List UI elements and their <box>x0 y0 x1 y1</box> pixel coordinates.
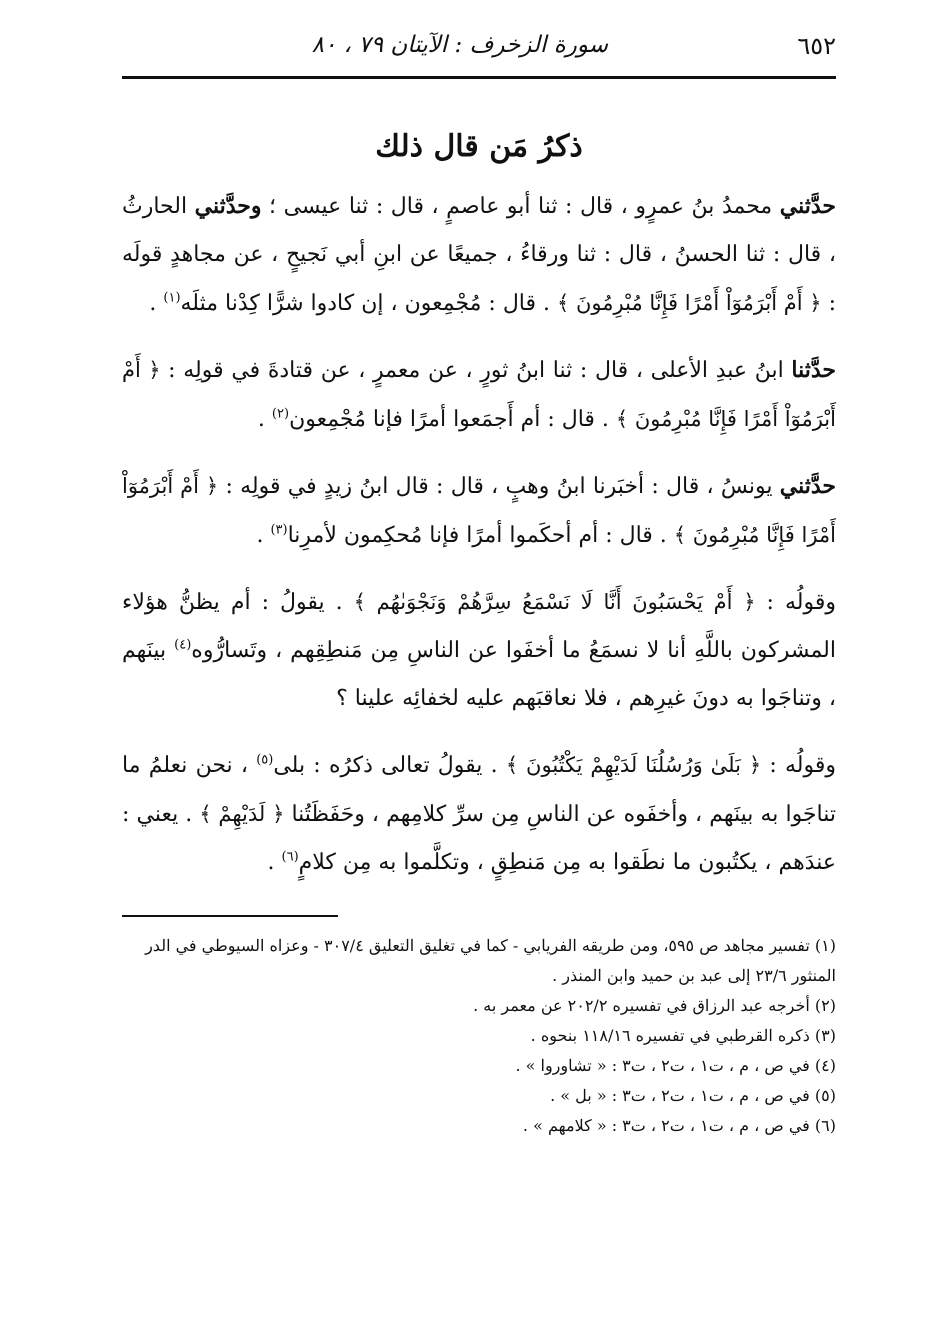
narration-lead: حدَّثنا <box>791 357 836 383</box>
footnote-marker[interactable]: (٣) <box>270 522 288 538</box>
paragraph-text: . <box>256 523 271 548</box>
paragraph-text: . قال : أم أَجمَعوا أمرًا فإنا مُجْمِعون <box>289 407 616 432</box>
section-heading: ذكرُ مَن قال ذلك <box>375 129 583 164</box>
footnote-item: (٢) أخرجه عبد الرزاق في تفسيره ٢٠٢/٢ عن معمر به . <box>473 996 836 1015</box>
narration-lead: حدَّثني <box>779 193 836 219</box>
paragraph-text: وقولُه : <box>761 753 836 778</box>
footnote-marker[interactable]: (١) <box>163 290 181 306</box>
paragraph-text: . <box>149 291 164 316</box>
paragraph-text: . يقولُ : أم يظنُّ هؤلاء المشركون باللَّهِ أنا لا نسمَعُ ما أخفَوا عن الناسِ مِن مَنطِقِهم ، وتَسارُّوه <box>122 590 836 663</box>
running-title: سورة الزخرف : الآيتان ٧٩ ، ٨٠ <box>311 32 608 58</box>
footnote-item: (٤) في ص ، م ، ت١ ، ت٢ ، ت٣ : « تشاوروا » . <box>515 1056 836 1075</box>
quran-verse: ﴿ بَلَىٰ وَرُسُلُنَا لَدَيْهِمْ يَكْتُبُونَ ﴾ <box>505 753 762 777</box>
paragraph-text: . قال : مُجْمِعون ، إن كادوا شرًّا كِدْنا مثلَه <box>180 291 558 316</box>
paragraph-text: . يقولُ تعالى ذكرُه : بلى <box>273 753 506 778</box>
footnote-item: (٥) في ص ، م ، ت١ ، ت٢ ، ت٣ : « بل » . <box>550 1086 836 1105</box>
main-text <box>122 182 836 887</box>
quran-verse: ﴿ لَدَيْهِمْ ﴾ <box>199 802 285 826</box>
paragraph-4 <box>122 578 836 723</box>
paragraph-5 <box>122 741 836 887</box>
paragraph-text: بينَهم ، وتناجَوا به دونَ غيرِهم ، فلا نعاقبَهم عليه لخفائِه علينا ؟ <box>122 638 836 711</box>
paragraph-text: الحارثُ ، قال : ثنا الحسنُ ، قال : ثنا ورقاءُ ، جميعًا عن ابنِ أبي نَجيحٍ ، عن مجاهدٍ قولَه : <box>122 194 836 316</box>
paragraph-text: . <box>257 407 272 432</box>
book-page <box>122 30 836 1310</box>
paragraph-text: . قال : أم أحكَموا أمرًا فإنا مُحكِمون لأمرِنا <box>287 523 674 548</box>
paragraph-text: ابنُ عبدِ الأعلى ، قال : ثنا ابنُ ثورٍ ، عن معمرٍ ، عن قتادةَ في قولِه : <box>160 358 792 383</box>
footnote-marker[interactable]: (٦) <box>281 849 299 865</box>
paragraph-text: . يعني : عندَهم ، يكتُبون ما نطَقوا به مِن مَنطِقٍ ، وتكلَّموا به مِن كلامٍ <box>122 802 836 875</box>
narration-lead: وحدَّثني <box>194 193 262 219</box>
footnotes <box>122 931 836 1141</box>
quran-verse: ﴿ أَمْ أَبْرَمُوٓاْ أَمْرًا فَإِنَّا مُبْرِمُونَ ﴾ <box>122 474 836 547</box>
paragraph-3 <box>122 462 836 560</box>
narration-lead: حدَّثني <box>779 473 836 499</box>
paragraph-text: ، نحن نعلمُ ما تناجَوا به بينَهم ، وأخفَوه عن الناسِ مِن سرِّ كلامِهم ، وحَفَظَتُنا <box>122 753 836 827</box>
footnote-divider <box>122 915 338 917</box>
paragraph-1 <box>122 182 836 328</box>
footnote-marker[interactable]: (٥) <box>256 752 274 768</box>
paragraph-2 <box>122 346 836 444</box>
paragraph-text: وقولُه : <box>755 590 836 615</box>
footnote-item: (١) تفسير مجاهد ص ٥٩٥، ومن طريقه الفريابي - كما في تغليق التعليق ٣٠٧/٤ - وعزاه السيوطي في الدر المنثور ٢٣/٦ إلى عبد بن حميد وابن المنذر . <box>145 936 836 985</box>
footnote-marker[interactable]: (٤) <box>174 637 192 653</box>
footnote-item: (٦) في ص ، م ، ت١ ، ت٢ ، ت٣ : « كلامهم » . <box>522 1116 836 1135</box>
page-number: ٦٥٢ <box>797 32 836 60</box>
paragraph-text: محمدُ بنُ عمرٍو ، قال : ثنا أبو عاصمٍ ، قال : ثنا عيسى ؛ <box>261 194 780 219</box>
paragraph-text: . <box>267 850 282 875</box>
paragraph-text: يونسُ ، قال : أخبَرنا ابنُ وهبٍ ، قال : قال ابنُ زيدٍ في قولِه : <box>218 474 780 499</box>
footnote-item: (٣) ذكره القرطبي في تفسيره ١١٨/١٦ بنحوه . <box>530 1026 836 1045</box>
page-header <box>122 30 836 79</box>
quran-verse: ﴿ أَمْ يَحْسَبُونَ أَنَّا لَا نَسْمَعُ سِرَّهُمْ وَنَجْوَىٰهُم ﴾ <box>353 590 756 614</box>
quran-verse: ﴿ أَمْ أَبْرَمُوٓاْ أَمْرًا فَإِنَّا مُبْرِمُونَ ﴾ <box>122 358 836 431</box>
quran-verse: ﴿ أَمْ أَبْرَمُوٓاْ أَمْرًا فَإِنَّا مُبْرِمُونَ ﴾ <box>557 291 822 315</box>
footnote-marker[interactable]: (٢) <box>271 406 290 422</box>
